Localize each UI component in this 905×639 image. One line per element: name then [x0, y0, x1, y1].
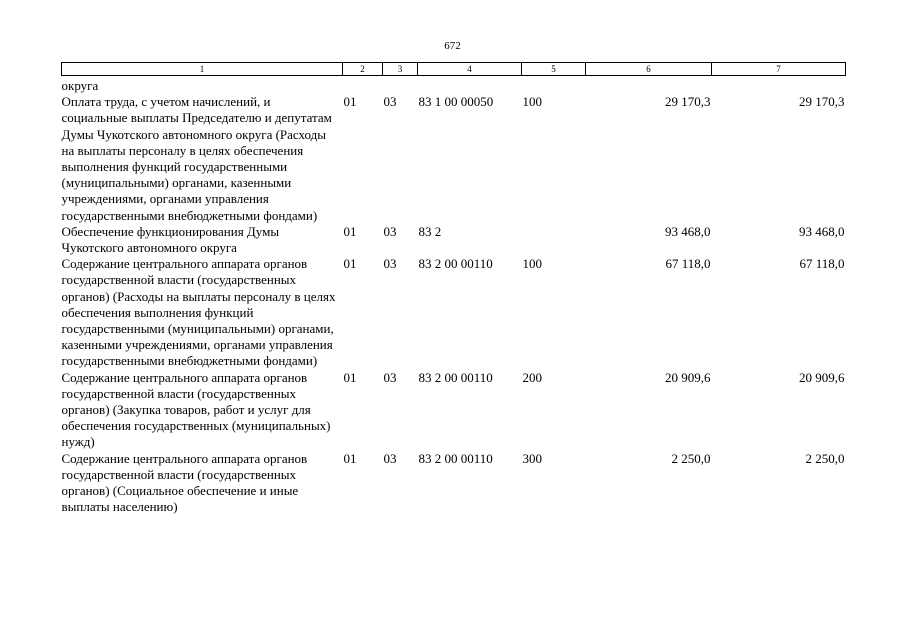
row-section: 01	[343, 369, 357, 385]
row-target: 83 2 00 00110	[418, 369, 493, 385]
header-col-5: 5	[522, 63, 586, 76]
row-amount-1	[586, 76, 712, 95]
row-expense-type: 300	[522, 450, 542, 466]
row-amount-2: 93 468,0	[799, 223, 845, 239]
row-amount-1: 93 468,0	[665, 223, 711, 239]
header-col-1: 1	[62, 63, 343, 76]
row-amount-1: 20 909,6	[665, 369, 711, 385]
row-name: Оплата труда, с учетом начислений, и социальные выплаты Председателю и депутатам Думы Чукотского автономного округа (Расходы на выплаты персоналу в целях обеспечения выполнения функций государственными (муниципальными) органами, казенными учреждениями, органами управления государственными внебюджетными фондами)	[61, 94, 332, 223]
table-header	[62, 63, 846, 76]
budget-table	[61, 62, 846, 515]
row-subsection: 03	[383, 369, 397, 385]
table-row	[62, 370, 846, 451]
row-expense-type: 200	[522, 369, 542, 385]
row-expense-type: 100	[522, 256, 542, 272]
row-target	[418, 76, 522, 95]
row-subsection: 03	[383, 450, 397, 466]
page-number: 672	[444, 40, 461, 52]
row-section: 01	[343, 94, 357, 110]
header-col-2: 2	[343, 63, 383, 76]
table-row	[62, 94, 846, 224]
header-col-7: 7	[712, 63, 846, 76]
row-amount-1: 29 170,3	[665, 94, 711, 110]
table-row	[62, 256, 846, 369]
row-section: 01	[343, 223, 357, 239]
row-name: Содержание центрального аппарата органов государственной власти (государственных органов) (Социальное обеспечение и иные выплаты населению)	[61, 450, 308, 515]
table-header-row	[62, 63, 846, 76]
header-col-3: 3	[383, 63, 418, 76]
row-target: 83 2 00 00110	[418, 450, 493, 466]
row-subsection: 03	[383, 256, 397, 272]
header-col-4: 4	[418, 63, 522, 76]
row-expense-type	[522, 76, 586, 95]
row-name: Обеспечение функционирования Думы Чукотского автономного округа	[61, 223, 280, 256]
row-subsection	[383, 76, 418, 95]
row-target: 83 2 00 00110	[418, 256, 493, 272]
table-body	[62, 76, 846, 516]
row-expense-type	[522, 224, 586, 256]
row-amount-2	[712, 76, 846, 95]
row-name: Содержание центрального аппарата органов государственной власти (государственных органов) (Расходы на выплаты персоналу в целях обеспечения выполнения функций государственными (муниципальными) органами, казенными учреждениями, органами управления государственными внебюджетными фондами)	[61, 256, 336, 369]
row-amount-2: 20 909,6	[799, 369, 845, 385]
row-amount-2: 67 118,0	[799, 256, 845, 272]
row-amount-1: 2 250,0	[671, 450, 711, 466]
table-row	[62, 224, 846, 256]
row-section: 01	[343, 256, 357, 272]
table-row	[62, 451, 846, 516]
row-amount-1: 67 118,0	[665, 256, 711, 272]
row-name: Содержание центрального аппарата органов государственной власти (государственных органов) (Закупка товаров, работ и услуг для обеспечения государственных (муниципальных) нужд)	[61, 369, 331, 450]
row-target: 83 1 00 00050	[418, 94, 494, 110]
row-section: 01	[343, 450, 357, 466]
table-row	[62, 76, 846, 95]
row-amount-2: 29 170,3	[799, 94, 845, 110]
row-subsection: 03	[383, 223, 397, 239]
header-col-6: 6	[586, 63, 712, 76]
row-section	[343, 76, 383, 95]
row-target: 83 2	[418, 223, 442, 239]
row-amount-2: 2 250,0	[805, 450, 845, 466]
row-expense-type: 100	[522, 94, 542, 110]
row-name: округа	[61, 78, 99, 93]
row-subsection: 03	[383, 94, 397, 110]
